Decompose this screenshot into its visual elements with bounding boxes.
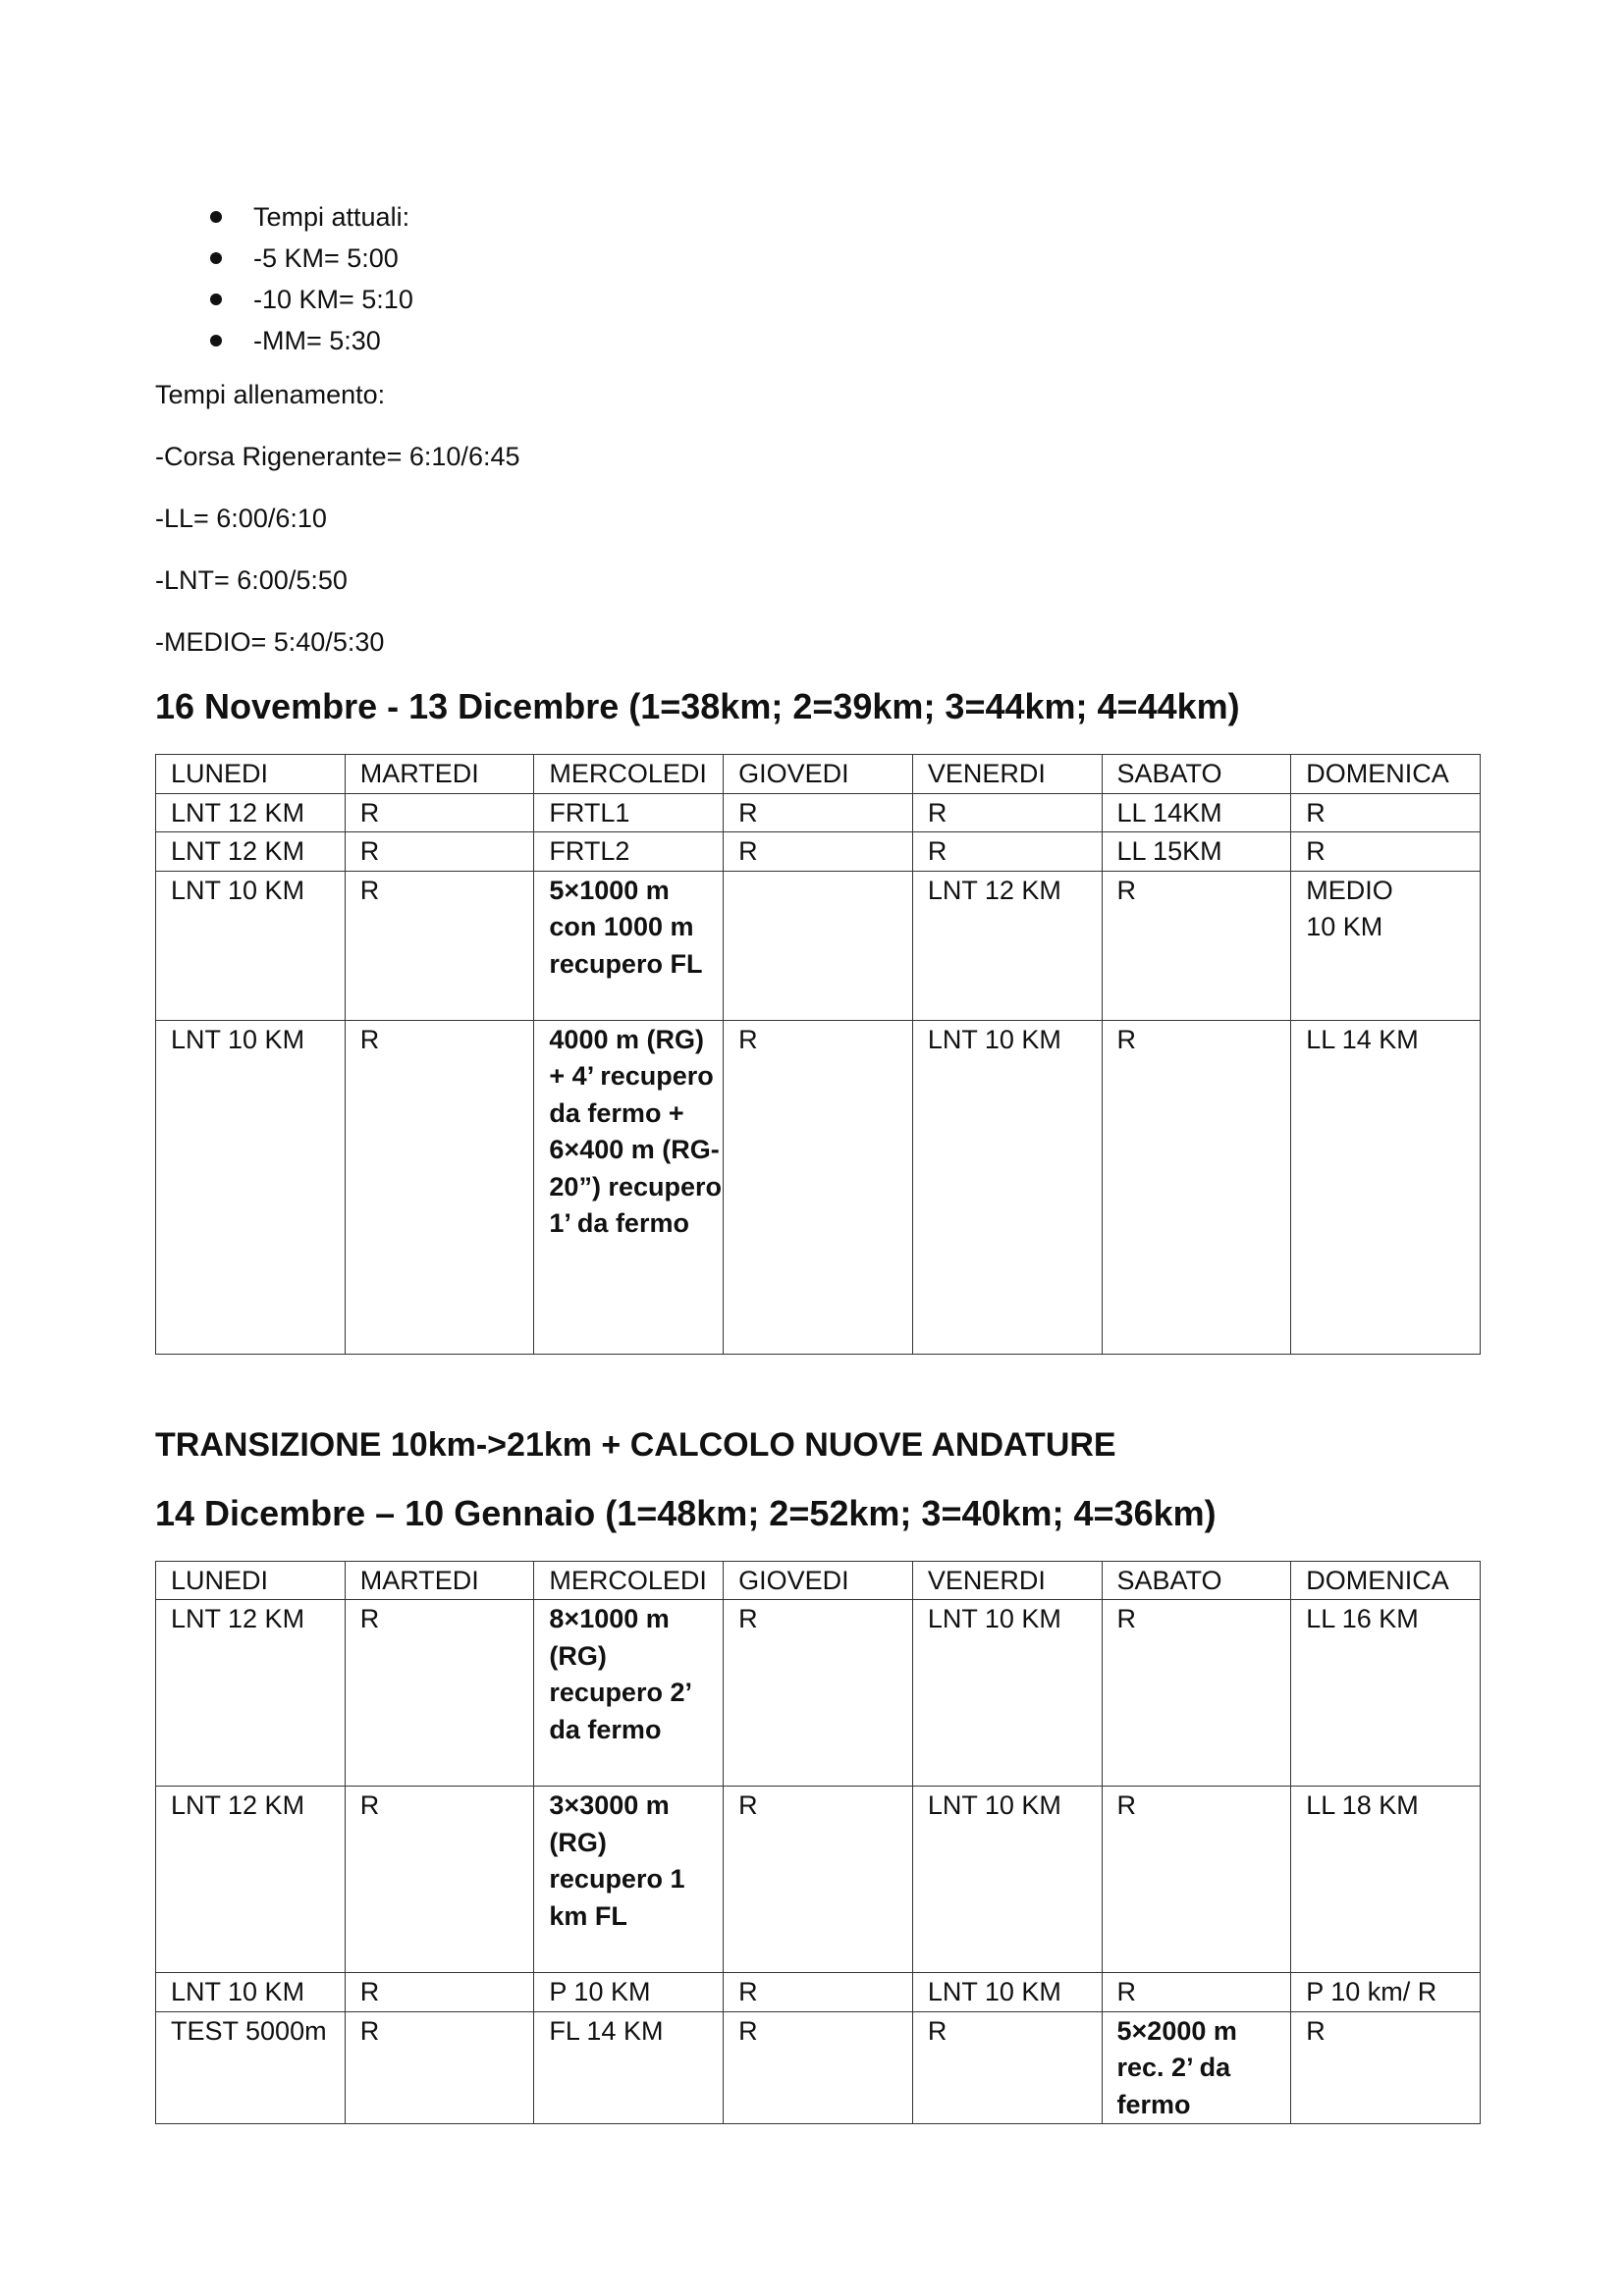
list-item: -5 KM= 5:00 — [155, 238, 1481, 279]
table-cell: R — [345, 2011, 534, 2124]
table-cell: LNT 10 KM — [156, 871, 346, 1020]
list-item: -10 KM= 5:10 — [155, 279, 1481, 320]
table-row — [156, 871, 1481, 1020]
table-cell: LL 16 KM — [1291, 1600, 1481, 1787]
column-header: SABATO — [1102, 755, 1291, 794]
current-times-list — [155, 196, 1481, 361]
table-cell: R — [724, 1787, 913, 1973]
table-cell: R — [1102, 1600, 1291, 1787]
table-cell: LL 14KM — [1102, 793, 1291, 832]
training-time-item: -LL= 6:00/6:10 — [155, 504, 327, 533]
table-cell: P 10 km/ R — [1291, 1973, 1481, 2012]
table-cell: MEDIO 10 KM — [1291, 871, 1481, 1020]
table-cell: TEST 5000m — [156, 2011, 346, 2124]
bullet-icon — [210, 252, 222, 264]
table-cell: LL 15KM — [1102, 832, 1291, 872]
table-cell: R — [1291, 2011, 1481, 2124]
column-header: VENERDI — [912, 755, 1102, 794]
column-header: VENERDI — [912, 1561, 1102, 1600]
column-header: LUNEDI — [156, 755, 346, 794]
table-cell: LNT 12 KM — [156, 1600, 346, 1787]
table-row — [156, 2011, 1481, 2124]
table-cell: LNT 10 KM — [912, 1600, 1102, 1787]
table-cell: 8×1000 m (RG) recupero 2’ da fermo — [534, 1600, 724, 1787]
bullet-icon — [210, 211, 222, 223]
column-header: MARTEDI — [345, 1561, 534, 1600]
table-cell: LNT 10 KM — [912, 1787, 1102, 1973]
table-row — [156, 1973, 1481, 2012]
table-cell: R — [345, 793, 534, 832]
training-time-item: -LNT= 6:00/5:50 — [155, 565, 348, 595]
table-row — [156, 1020, 1481, 1354]
period2-title: 14 Dicembre – 10 Gennaio (1=48km; 2=52km; 3=40km; 4=36km) — [155, 1492, 1217, 1533]
transition-heading: TRANSIZIONE 10km->21km + CALCOLO NUOVE ANDATURE — [155, 1425, 1116, 1464]
list-item: Tempi attuali: — [155, 196, 1481, 238]
list-item: -MM= 5:30 — [155, 320, 1481, 361]
column-header: LUNEDI — [156, 1561, 346, 1600]
table-cell: R — [912, 2011, 1102, 2124]
table-cell: LNT 10 KM — [912, 1973, 1102, 2012]
table-cell: FRTL2 — [534, 832, 724, 872]
table-cell: LL 14 KM — [1291, 1020, 1481, 1354]
table-cell: R — [1102, 1973, 1291, 2012]
bullet-icon — [210, 335, 222, 347]
schedule-table-period2 — [155, 1561, 1481, 2125]
table-cell: FL 14 KM — [534, 2011, 724, 2124]
table-cell: R — [1102, 1787, 1291, 1973]
schedule-table-period1 — [155, 754, 1481, 1355]
table-cell: LNT 12 KM — [156, 1787, 346, 1973]
table-cell: R — [724, 1020, 913, 1354]
table-cell: P 10 KM — [534, 1973, 724, 2012]
table-cell: R — [912, 832, 1102, 872]
table-cell: FRTL1 — [534, 793, 724, 832]
table-cell: 4000 m (RG) + 4’ recupero da fermo + 6×400 m (RG-20”) recupero 1’ da fermo — [534, 1020, 724, 1354]
document-page — [155, 196, 1481, 2124]
table-header-row — [156, 755, 1481, 794]
table-cell: R — [345, 1973, 534, 2012]
table-row — [156, 832, 1481, 872]
training-times-heading: Tempi allenamento: — [155, 380, 386, 409]
column-header: MERCOLEDI — [534, 1561, 724, 1600]
table-cell: R — [1291, 793, 1481, 832]
column-header: GIOVEDI — [724, 1561, 913, 1600]
table-cell — [724, 871, 913, 1020]
table-cell: R — [1102, 1020, 1291, 1354]
table-cell: R — [345, 832, 534, 872]
bullet-icon — [210, 294, 222, 305]
table-header-row — [156, 1561, 1481, 1600]
column-header: DOMENICA — [1291, 1561, 1481, 1600]
table-cell: R — [345, 1787, 534, 1973]
table-cell: R — [912, 793, 1102, 832]
table-cell: 5×2000 m rec. 2’ da fermo — [1102, 2011, 1291, 2124]
column-header: MARTEDI — [345, 755, 534, 794]
table-cell: R — [345, 1600, 534, 1787]
table-cell: 5×1000 m con 1000 m recupero FL — [534, 871, 724, 1020]
column-header: SABATO — [1102, 1561, 1291, 1600]
table-cell: LNT 10 KM — [156, 1973, 346, 2012]
table-cell: R — [724, 1600, 913, 1787]
table-cell: R — [724, 832, 913, 872]
column-header: MERCOLEDI — [534, 755, 724, 794]
table-row — [156, 1600, 1481, 1787]
column-header: GIOVEDI — [724, 755, 913, 794]
table-cell: LNT 10 KM — [912, 1020, 1102, 1354]
table-cell: R — [724, 2011, 913, 2124]
table-cell: LNT 12 KM — [156, 793, 346, 832]
column-header: DOMENICA — [1291, 755, 1481, 794]
period1-title: 16 Novembre - 13 Dicembre (1=38km; 2=39km; 3=44km; 4=44km) — [155, 686, 1240, 726]
table-row — [156, 1787, 1481, 1973]
table-cell: R — [345, 871, 534, 1020]
table-row — [156, 793, 1481, 832]
table-cell: R — [1102, 871, 1291, 1020]
table-cell: LNT 10 KM — [156, 1020, 346, 1354]
table-cell: R — [724, 793, 913, 832]
table-cell: LL 18 KM — [1291, 1787, 1481, 1973]
table-cell: LNT 12 KM — [912, 871, 1102, 1020]
table-cell: R — [724, 1973, 913, 2012]
table-cell: R — [1291, 832, 1481, 872]
training-time-item: -MEDIO= 5:40/5:30 — [155, 627, 385, 657]
table-cell: R — [345, 1020, 534, 1354]
training-time-item: -Corsa Rigenerante= 6:10/6:45 — [155, 442, 520, 471]
table-cell: LNT 12 KM — [156, 832, 346, 872]
table-cell: 3×3000 m (RG) recupero 1 km FL — [534, 1787, 724, 1973]
